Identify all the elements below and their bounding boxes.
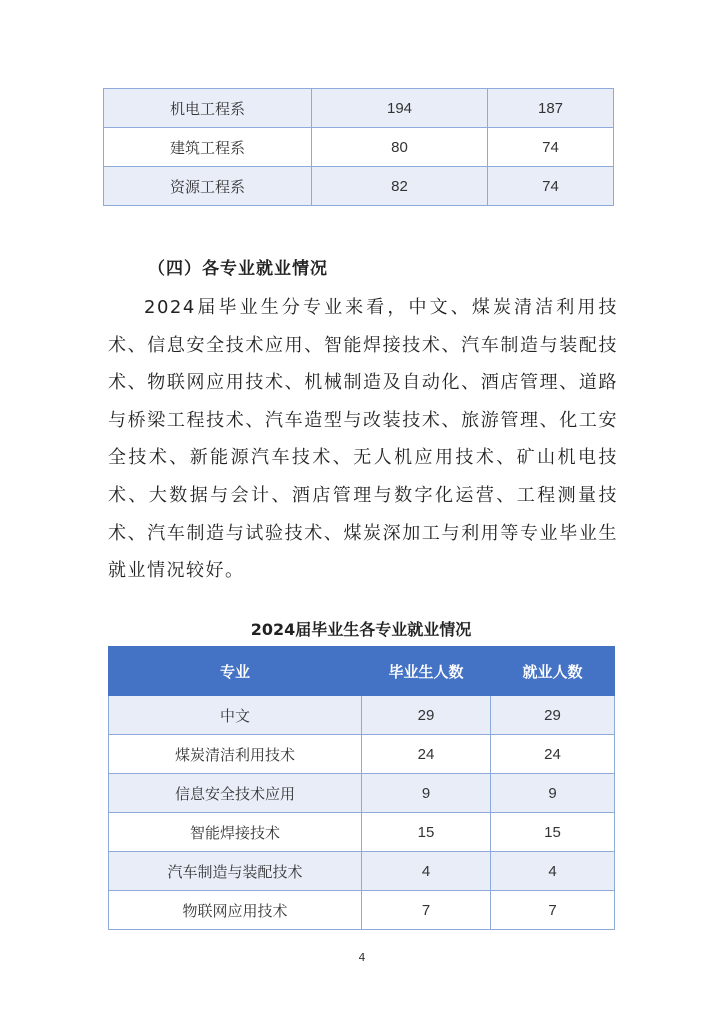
employed-cell: 7 — [491, 891, 615, 930]
dept-cell: 建筑工程系 — [104, 128, 312, 167]
table-row — [104, 89, 614, 128]
employed-cell: 24 — [491, 735, 615, 774]
section-heading: （四）各专业就业情况 — [148, 259, 328, 279]
graduates-cell: 7 — [362, 891, 491, 930]
graduates-cell: 9 — [362, 774, 491, 813]
major-cell: 煤炭清洁利用技术 — [109, 735, 362, 774]
table-row — [109, 813, 615, 852]
dept-cell: 资源工程系 — [104, 167, 312, 206]
major-cell: 汽车制造与装配技术 — [109, 852, 362, 891]
graduates-cell: 29 — [362, 696, 491, 735]
employed-cell: 29 — [491, 696, 615, 735]
employed-cell: 74 — [488, 167, 614, 206]
table-caption: 2024届毕业生各专业就业情况 — [250, 620, 472, 639]
major-cell: 智能焊接技术 — [109, 813, 362, 852]
table-row — [104, 167, 614, 206]
header-major: 专业 — [109, 647, 362, 696]
header-graduates: 毕业生人数 — [362, 647, 491, 696]
page-number: 4 — [358, 951, 366, 964]
major-cell: 中文 — [109, 696, 362, 735]
table-header-row — [109, 647, 615, 696]
graduates-cell: 15 — [362, 813, 491, 852]
graduates-cell: 194 — [312, 89, 488, 128]
table-row — [109, 735, 615, 774]
table-row — [109, 696, 615, 735]
employed-cell: 9 — [491, 774, 615, 813]
employed-cell: 187 — [488, 89, 614, 128]
department-employment-table — [103, 88, 614, 206]
major-cell: 物联网应用技术 — [109, 891, 362, 930]
employed-cell: 4 — [491, 852, 615, 891]
graduates-cell: 82 — [312, 167, 488, 206]
employed-cell: 74 — [488, 128, 614, 167]
graduates-cell: 24 — [362, 735, 491, 774]
graduates-cell: 4 — [362, 852, 491, 891]
major-cell: 信息安全技术应用 — [109, 774, 362, 813]
graduates-cell: 80 — [312, 128, 488, 167]
table-row — [109, 774, 615, 813]
header-employed: 就业人数 — [491, 647, 615, 696]
table-row — [109, 852, 615, 891]
major-employment-table — [108, 646, 615, 930]
section-paragraph: 2024届毕业生分专业来看，中文、煤炭清洁利用技术、信息安全技术应用、智能焊接技术、汽车制造与装配技术、物联网应用技术、机械制造及自动化、酒店管理、道路与桥梁工程技术、汽车造型与改装技术、旅游管理、化工安全技术、新能源汽车技术、无人机应用技术、矿山机电技术、大数据与会计、酒店管理与数字化运营、工程测量技术、汽车制造与试验技术、煤炭深加工与利用等专业毕业生就业情况较好。 — [108, 297, 618, 582]
table-row — [104, 128, 614, 167]
dept-cell: 机电工程系 — [104, 89, 312, 128]
table-row — [109, 891, 615, 930]
employed-cell: 15 — [491, 813, 615, 852]
